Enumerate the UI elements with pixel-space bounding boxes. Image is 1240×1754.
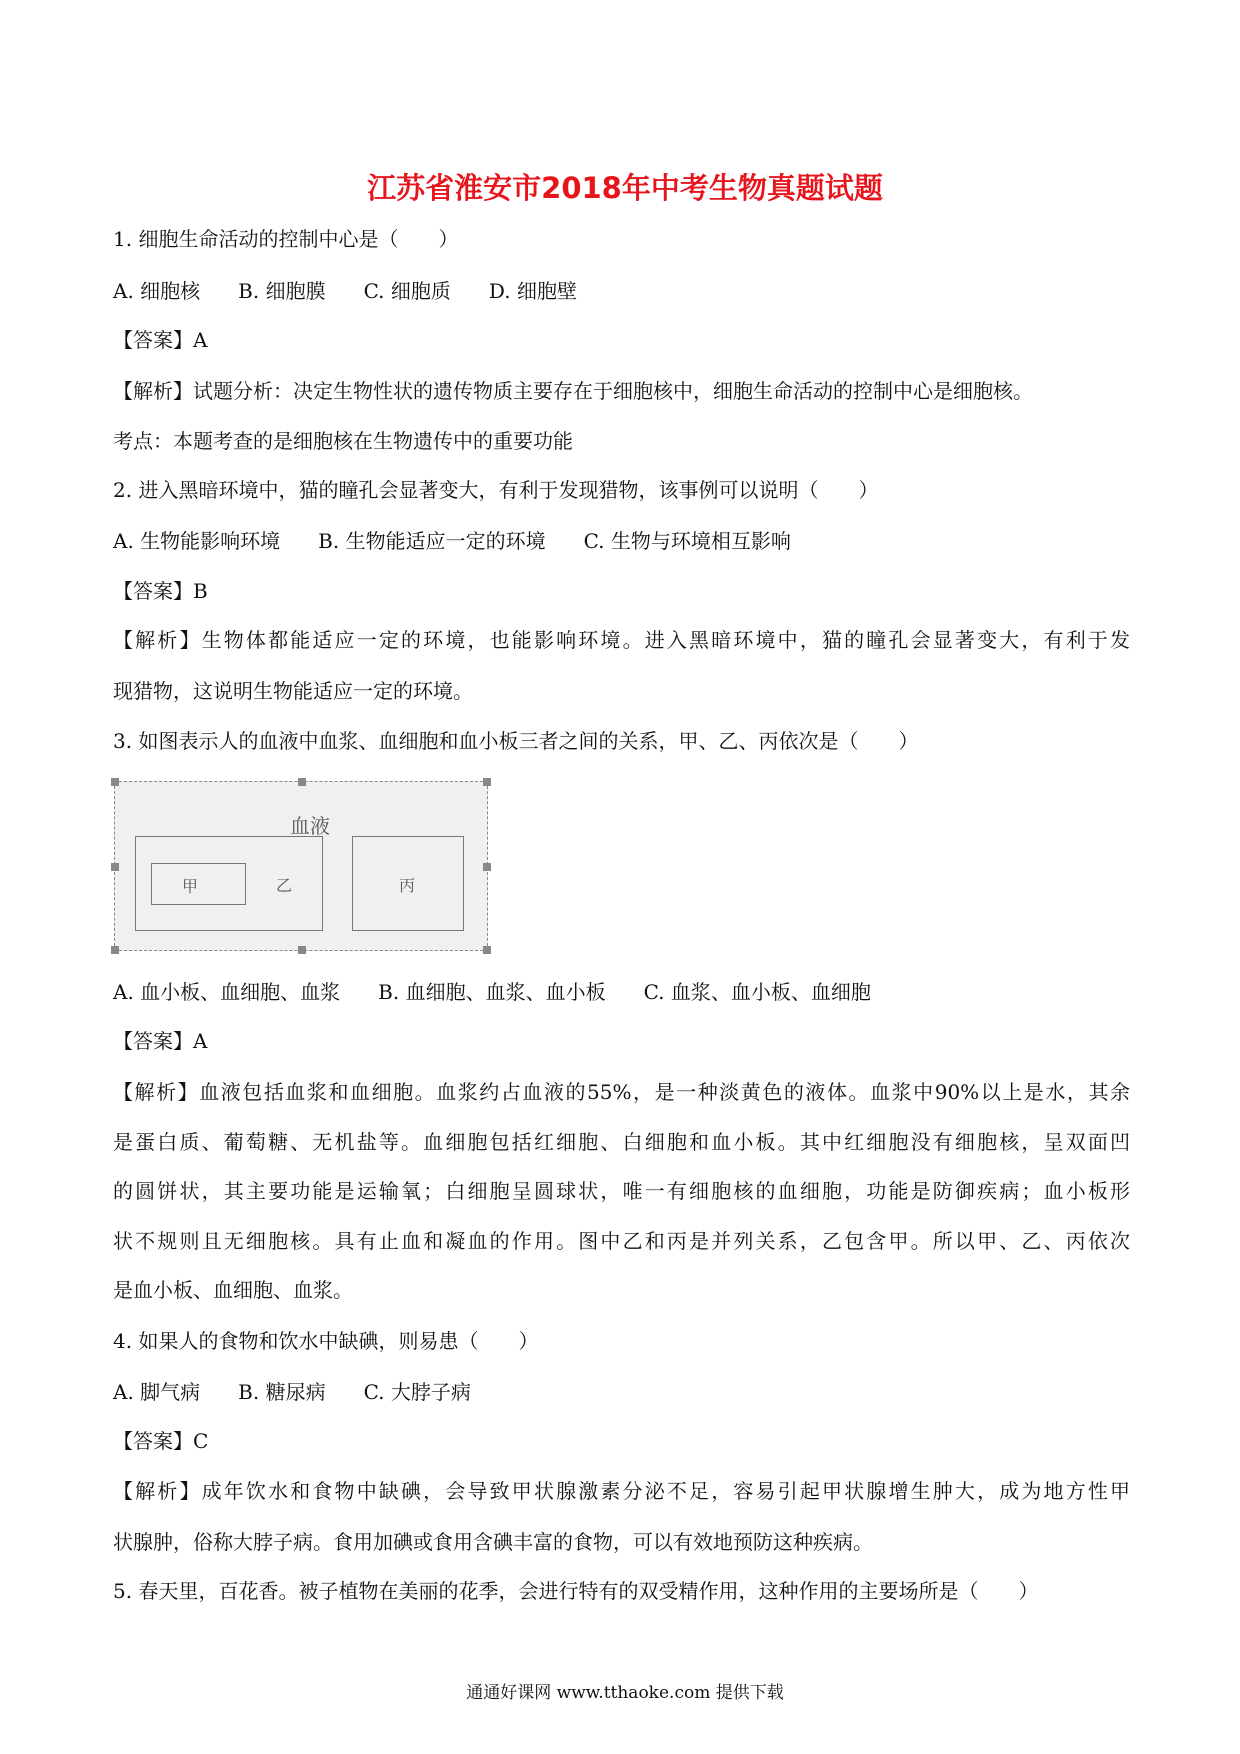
analysis-line: 状腺肿，俗称大脖子病。食用加碘或食用含碘丰富的食物，可以有效地预防这种疾病。 xyxy=(113,1530,873,1554)
analysis-line: 【解析】生物体都能适应一定的环境，也能影响环境。进入黑暗环境中，猫的瞳孔会显著变大，有利于发 xyxy=(113,628,1130,652)
question-5-stem: 5. 春天里，百花香。被子植物在美丽的花季，会进行特有的双受精作用，这种作用的主要场所是（ ） xyxy=(113,1579,1039,1603)
analysis-line: 【解析】血液包括血浆和血细胞。血浆约占血液的55%，是一种淡黄色的液体。血浆中90%以上是水，其余 xyxy=(113,1080,1130,1104)
analysis-line: 现猎物，这说明生物能适应一定的环境。 xyxy=(113,679,473,703)
question-3-answer: 【答案】A xyxy=(113,1029,208,1053)
option: A. 脚气病 xyxy=(113,1380,201,1404)
option: A. 细胞核 xyxy=(113,279,201,303)
question-4-options xyxy=(113,1380,509,1404)
question-2-stem: 2. 进入黑暗环境中，猫的瞳孔会显著变大，有利于发现猎物，该事例可以说明（ ） xyxy=(113,478,879,502)
box-jia xyxy=(151,863,246,905)
option: A. 生物能影响环境 xyxy=(113,529,281,553)
question-1-stem: 1. 细胞生命活动的控制中心是（ ） xyxy=(113,227,459,251)
box-yi xyxy=(135,836,323,931)
yi-label: 乙 xyxy=(276,876,293,895)
document-title: 江苏省淮安市2018年中考生物真题试题 xyxy=(367,171,883,205)
option: B. 细胞膜 xyxy=(238,279,326,303)
analysis-line: 考点：本题考查的是细胞核在生物遗传中的重要功能 xyxy=(113,429,573,453)
option: B. 血细胞、血浆、血小板 xyxy=(378,980,606,1004)
analysis-line: 【解析】试题分析：决定生物性状的遗传物质主要存在于细胞核中，细胞生命活动的控制中心是细胞核。 xyxy=(113,379,1033,403)
option: C. 细胞质 xyxy=(363,279,451,303)
question-1-answer: 【答案】A xyxy=(113,328,208,352)
question-3-stem: 3. 如图表示人的血液中血浆、血细胞和血小板三者之间的关系，甲、乙、丙依次是（ ） xyxy=(113,729,919,753)
blood-composition-diagram xyxy=(114,781,488,951)
analysis-line: 是蛋白质、葡萄糖、无机盐等。血细胞包括红细胞、白细胞和血小板。其中红细胞没有细胞核，呈双面凹 xyxy=(113,1130,1130,1154)
analysis-line: 是血小板、血细胞、血浆。 xyxy=(113,1278,353,1302)
option: C. 血浆、血小板、血细胞 xyxy=(643,980,871,1004)
question-2-options xyxy=(113,529,829,553)
option: A. 血小板、血细胞、血浆 xyxy=(113,980,341,1004)
option: B. 糖尿病 xyxy=(238,1380,326,1404)
question-3-options xyxy=(113,980,909,1004)
question-1-options xyxy=(113,279,615,303)
question-4-stem: 4. 如果人的食物和饮水中缺碘，则易患（ ） xyxy=(113,1329,539,1353)
question-4-answer: 【答案】C xyxy=(113,1429,209,1453)
analysis-line: 【解析】成年饮水和食物中缺碘，会导致甲状腺激素分泌不足，容易引起甲状腺增生肿大，成为地方性甲 xyxy=(113,1479,1130,1503)
footer-source: 通通好课网 www.tthaoke.com 提供下载 xyxy=(466,1683,784,1703)
option: D. 细胞壁 xyxy=(488,279,577,303)
analysis-line: 的圆饼状，其主要功能是运输氧；白细胞呈圆球状，唯一有细胞核的血细胞，功能是防御疾病；血小板形 xyxy=(113,1179,1130,1203)
analysis-line: 状不规则且无细胞核。具有止血和凝血的作用。图中乙和丙是并列关系，乙包含甲。所以甲、乙、丙依次 xyxy=(113,1229,1130,1253)
jia-label: 甲 xyxy=(182,877,199,896)
option: B. 生物能适应一定的环境 xyxy=(318,529,546,553)
question-2-answer: 【答案】B xyxy=(113,579,208,603)
blood-label: 血液 xyxy=(290,814,330,838)
bing-label: 丙 xyxy=(399,876,416,895)
option: C. 大脖子病 xyxy=(363,1380,471,1404)
option: C. 生物与环境相互影响 xyxy=(583,529,791,553)
box-bing xyxy=(352,836,464,931)
